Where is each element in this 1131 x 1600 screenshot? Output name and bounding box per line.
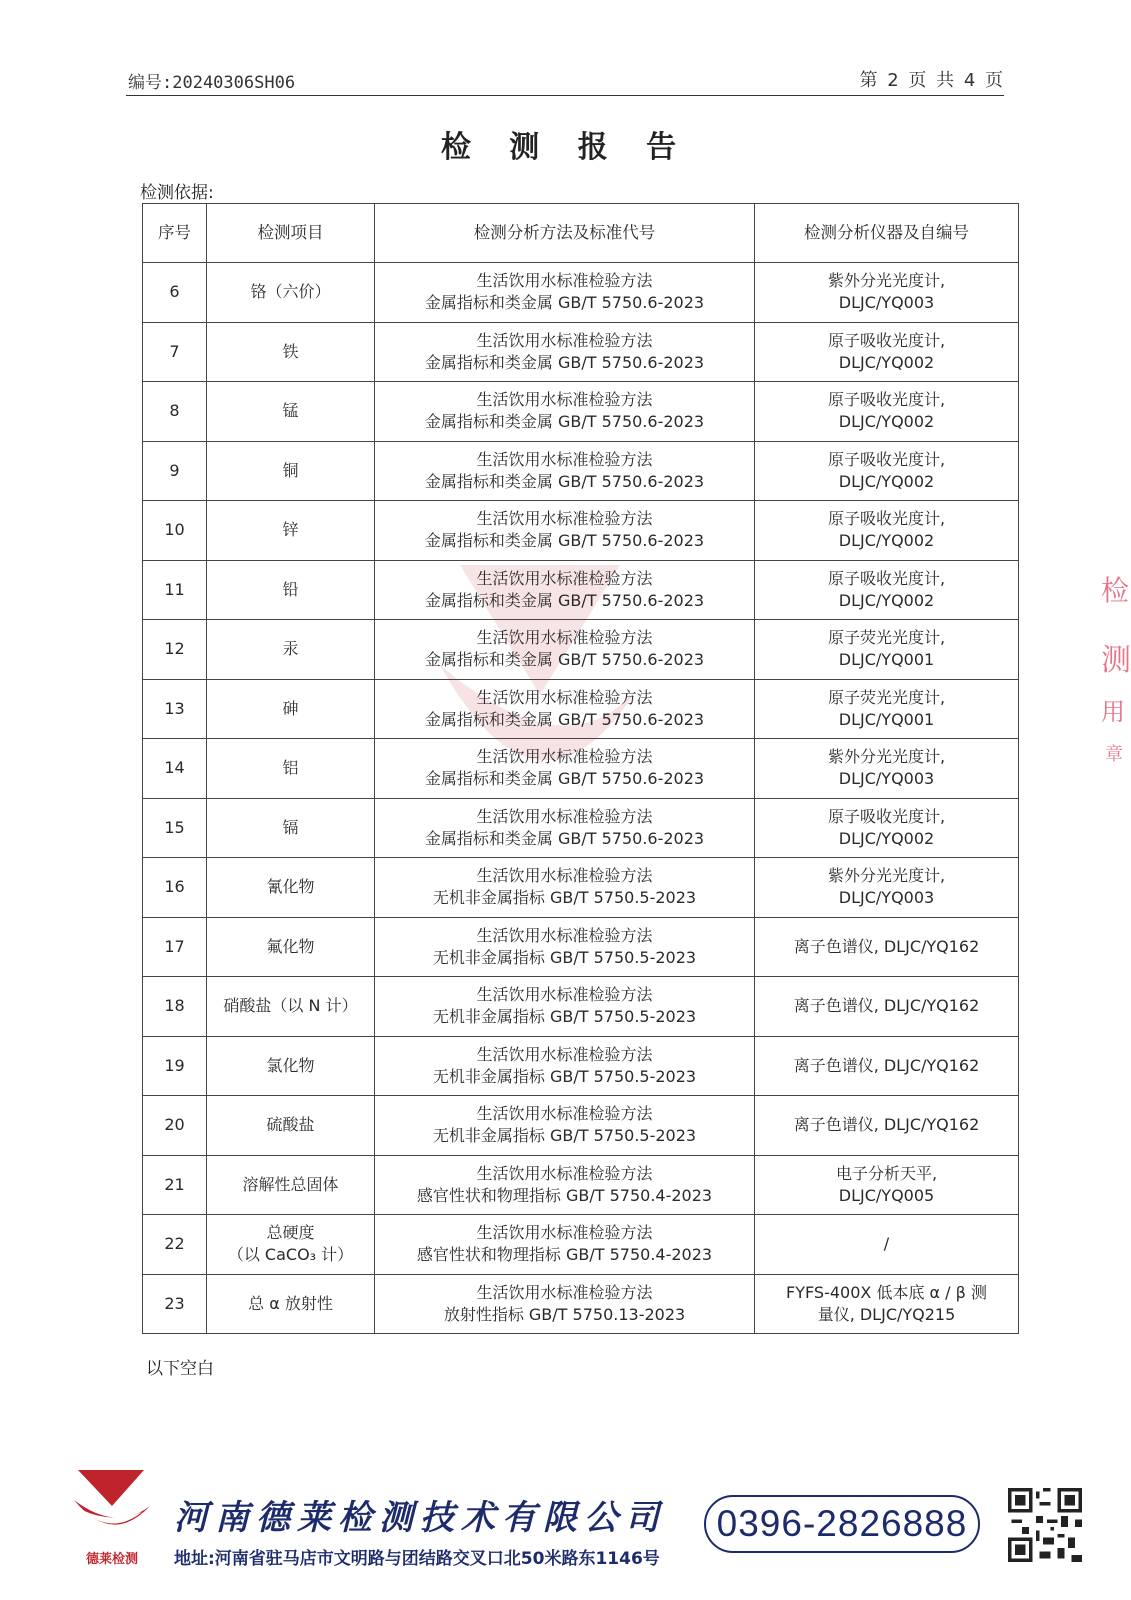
- item-name: 氯化物: [266, 1055, 315, 1075]
- cell-no: [143, 620, 207, 680]
- seal-fragment-icon: [1097, 560, 1131, 770]
- cell-instrument: [755, 679, 1019, 739]
- cell-method: [375, 501, 755, 561]
- cell-method: [375, 1036, 755, 1096]
- table-row: [143, 739, 1019, 799]
- company-logo-icon: [72, 1466, 152, 1540]
- method-title: 生活饮用水标准检验方法: [476, 449, 653, 469]
- cell-no: [143, 977, 207, 1037]
- row-number: 22: [164, 1234, 185, 1254]
- instrument-id: DLJC/YQ002: [838, 352, 935, 372]
- method-standard: 金属指标和类金属 GB/T 5750.6-2023: [424, 769, 705, 789]
- table-row: [143, 1036, 1019, 1096]
- cell-no: [143, 1155, 207, 1215]
- method-standard: 无机非金属指标 GB/T 5750.5-2023: [432, 888, 697, 908]
- method-title: 生活饮用水标准检验方法: [476, 806, 653, 826]
- instrument-name: 紫外分光光度计,: [827, 271, 946, 291]
- cell-item: [207, 501, 375, 561]
- row-number: 21: [164, 1174, 185, 1194]
- cell-method: [375, 1274, 755, 1334]
- cell-no: [143, 679, 207, 739]
- table-row: [143, 441, 1019, 501]
- table-row: [143, 501, 1019, 561]
- instrument-name: 离子色谱仪, DLJC/YQ162: [793, 1055, 980, 1075]
- table-row: [143, 917, 1019, 977]
- cell-instrument: [755, 977, 1019, 1037]
- row-number: 18: [164, 996, 185, 1016]
- instrument-id: DLJC/YQ002: [838, 412, 935, 432]
- cell-instrument: [755, 322, 1019, 382]
- company-phone: 0396-2826888: [704, 1495, 980, 1553]
- table-row: [143, 1274, 1019, 1334]
- row-number: 11: [164, 579, 185, 599]
- instrument-name: 原子吸收光度计,: [827, 390, 946, 410]
- item-name: 硫酸盐: [266, 1115, 315, 1135]
- instrument-name: 原子吸收光度计,: [827, 806, 946, 826]
- method-title: 生活饮用水标准检验方法: [476, 271, 653, 291]
- cell-method: [375, 739, 755, 799]
- cell-instrument: [755, 917, 1019, 977]
- method-standard: 金属指标和类金属 GB/T 5750.6-2023: [424, 531, 705, 551]
- cell-instrument: [755, 620, 1019, 680]
- cell-instrument: [755, 858, 1019, 918]
- cell-item: [207, 1036, 375, 1096]
- cell-method: [375, 977, 755, 1037]
- method-standard: 放射性指标 GB/T 5750.13-2023: [443, 1304, 686, 1324]
- method-title: 生活饮用水标准检验方法: [476, 330, 653, 350]
- method-title: 生活饮用水标准检验方法: [476, 1282, 653, 1302]
- item-name: 铅: [282, 579, 299, 599]
- row-number: 19: [164, 1055, 185, 1075]
- cell-instrument: [755, 441, 1019, 501]
- instrument-name: 原子吸收光度计,: [827, 449, 946, 469]
- method-title: 生活饮用水标准检验方法: [476, 866, 653, 886]
- basis-label: 检测依据:: [140, 183, 214, 203]
- cell-instrument: [755, 560, 1019, 620]
- instrument-id: DLJC/YQ005: [838, 1185, 935, 1205]
- instrument-id: DLJC/YQ003: [838, 888, 935, 908]
- instrument-name: 原子吸收光度计,: [827, 330, 946, 350]
- cell-instrument: [755, 1274, 1019, 1334]
- item-name: 锌: [282, 520, 299, 540]
- cell-method: [375, 1215, 755, 1275]
- company-name: 河南德莱检测技术有限公司: [174, 1498, 666, 1538]
- cell-instrument: [755, 1215, 1019, 1275]
- item-name: 锰: [282, 401, 299, 421]
- cell-no: [143, 322, 207, 382]
- row-number: 8: [169, 401, 180, 421]
- report-title: 检 测 报 告: [440, 130, 691, 165]
- instrument-name: 原子吸收光度计,: [827, 509, 946, 529]
- cell-item: [207, 620, 375, 680]
- table-row: [143, 263, 1019, 323]
- header-method: 检测分析方法及标准代号: [375, 204, 755, 263]
- method-standard: 金属指标和类金属 GB/T 5750.6-2023: [424, 709, 705, 729]
- cell-item: [207, 977, 375, 1037]
- cell-method: [375, 1096, 755, 1156]
- instrument-id: DLJC/YQ001: [838, 650, 935, 670]
- instrument-name: 紫外分光光度计,: [827, 747, 946, 767]
- row-number: 23: [164, 1293, 185, 1313]
- cell-item: [207, 1274, 375, 1334]
- blank-below-note: 以下空白: [146, 1359, 214, 1379]
- row-number: 15: [164, 817, 185, 837]
- item-name: 砷: [282, 698, 299, 718]
- table-row: [143, 858, 1019, 918]
- method-standard: 无机非金属指标 GB/T 5750.5-2023: [432, 1066, 697, 1086]
- table-row: [143, 620, 1019, 680]
- row-number: 12: [164, 639, 185, 659]
- method-title: 生活饮用水标准检验方法: [476, 509, 653, 529]
- table-row: [143, 679, 1019, 739]
- table-row: [143, 977, 1019, 1037]
- svg-text:章: 章: [1105, 744, 1123, 765]
- instrument-name: 原子荧光光度计,: [827, 687, 946, 707]
- method-title: 生活饮用水标准检验方法: [476, 1104, 653, 1124]
- cell-no: [143, 382, 207, 442]
- cell-method: [375, 322, 755, 382]
- item-name: 氟化物: [266, 936, 315, 956]
- cell-method: [375, 382, 755, 442]
- cell-no: [143, 739, 207, 799]
- company-address: 地址:河南省驻马店市文明路与团结路交叉口北50米路东1146号: [174, 1549, 660, 1569]
- cell-item: [207, 560, 375, 620]
- cell-method: [375, 620, 755, 680]
- row-number: 20: [164, 1115, 185, 1135]
- cell-no: [143, 798, 207, 858]
- method-standard: 金属指标和类金属 GB/T 5750.6-2023: [424, 590, 705, 610]
- instrument-name: 离子色谱仪, DLJC/YQ162: [793, 996, 980, 1016]
- cell-item: [207, 382, 375, 442]
- item-name: 铬（六价）: [250, 282, 331, 302]
- cell-no: [143, 263, 207, 323]
- cell-item: [207, 1096, 375, 1156]
- instrument-id: DLJC/YQ002: [838, 471, 935, 491]
- test-basis-table: [142, 203, 1019, 1334]
- cell-no: [143, 441, 207, 501]
- method-standard: 无机非金属指标 GB/T 5750.5-2023: [432, 1126, 697, 1146]
- instrument-id: DLJC/YQ001: [838, 709, 935, 729]
- instrument-name: FYFS-400X 低本底 α / β 测: [786, 1282, 987, 1302]
- instrument-name: 离子色谱仪, DLJC/YQ162: [793, 936, 980, 956]
- method-title: 生活饮用水标准检验方法: [476, 568, 653, 588]
- cell-item: [207, 1215, 375, 1275]
- cell-instrument: [755, 798, 1019, 858]
- header-no: 序号: [143, 204, 207, 263]
- svg-text:测: 测: [1101, 643, 1131, 678]
- method-title: 生活饮用水标准检验方法: [476, 1223, 653, 1243]
- cell-instrument: [755, 1036, 1019, 1096]
- cell-method: [375, 858, 755, 918]
- row-number: 7: [169, 341, 180, 361]
- item-name: 镉: [282, 817, 299, 837]
- header-rule: [126, 95, 1004, 96]
- instrument-name: 紫外分光光度计,: [827, 866, 946, 886]
- item-name: 溶解性总固体: [242, 1174, 339, 1194]
- cell-instrument: [755, 1096, 1019, 1156]
- instrument-name: 离子色谱仪, DLJC/YQ162: [793, 1115, 980, 1135]
- instrument-id: DLJC/YQ002: [838, 590, 935, 610]
- item-name: 总硬度: [266, 1223, 315, 1243]
- cell-item: [207, 739, 375, 799]
- cell-method: [375, 917, 755, 977]
- cell-item: [207, 263, 375, 323]
- row-number: 6: [169, 282, 180, 302]
- method-standard: 金属指标和类金属 GB/T 5750.6-2023: [424, 412, 705, 432]
- method-title: 生活饮用水标准检验方法: [476, 390, 653, 410]
- instrument-id: DLJC/YQ002: [838, 828, 935, 848]
- cell-no: [143, 1036, 207, 1096]
- item-name: 铁: [282, 341, 299, 361]
- cell-instrument: [755, 382, 1019, 442]
- method-title: 生活饮用水标准检验方法: [476, 985, 653, 1005]
- svg-text:检: 检: [1101, 574, 1130, 607]
- item-name: 氰化物: [266, 877, 315, 897]
- method-standard: 无机非金属指标 GB/T 5750.5-2023: [432, 947, 697, 967]
- instrument-name: 原子荧光光度计,: [827, 628, 946, 648]
- instrument-name: /: [883, 1234, 890, 1254]
- report-number: 编号:20240306SH06: [128, 73, 296, 93]
- cell-item: [207, 917, 375, 977]
- row-number: 9: [169, 460, 180, 480]
- table-row: [143, 798, 1019, 858]
- instrument-id: DLJC/YQ002: [838, 531, 935, 551]
- qr-code-icon: [1008, 1488, 1082, 1562]
- method-standard: 无机非金属指标 GB/T 5750.5-2023: [432, 1007, 697, 1027]
- page-indicator: 第 2 页 共 4 页: [859, 70, 1005, 91]
- method-title: 生活饮用水标准检验方法: [476, 628, 653, 648]
- item-name-note: （以 CaCO₃ 计）: [227, 1245, 354, 1265]
- method-title: 生活饮用水标准检验方法: [476, 1044, 653, 1064]
- method-title: 生活饮用水标准检验方法: [476, 747, 653, 767]
- table-header-row: [143, 204, 1019, 263]
- method-standard: 金属指标和类金属 GB/T 5750.6-2023: [424, 293, 705, 313]
- table-row: [143, 1096, 1019, 1156]
- item-name: 铝: [282, 758, 299, 778]
- cell-method: [375, 679, 755, 739]
- cell-method: [375, 798, 755, 858]
- table-row: [143, 1215, 1019, 1275]
- cell-method: [375, 1155, 755, 1215]
- method-title: 生活饮用水标准检验方法: [476, 1163, 653, 1183]
- instrument-name: 原子吸收光度计,: [827, 568, 946, 588]
- cell-no: [143, 1215, 207, 1275]
- cell-instrument: [755, 501, 1019, 561]
- table-row: [143, 560, 1019, 620]
- method-standard: 金属指标和类金属 GB/T 5750.6-2023: [424, 828, 705, 848]
- row-number: 16: [164, 877, 185, 897]
- method-standard: 感官性状和物理指标 GB/T 5750.4-2023: [416, 1245, 713, 1265]
- cell-no: [143, 858, 207, 918]
- cell-item: [207, 441, 375, 501]
- cell-item: [207, 1155, 375, 1215]
- method-title: 生活饮用水标准检验方法: [476, 925, 653, 945]
- table-row: [143, 382, 1019, 442]
- cell-no: [143, 917, 207, 977]
- item-name: 铜: [282, 460, 299, 480]
- cell-instrument: [755, 263, 1019, 323]
- cell-no: [143, 501, 207, 561]
- table-row: [143, 322, 1019, 382]
- header-item: 检测项目: [207, 204, 375, 263]
- cell-instrument: [755, 1155, 1019, 1215]
- header-instrument: 检测分析仪器及自编号: [755, 204, 1019, 263]
- table-row: [143, 1155, 1019, 1215]
- method-standard: 金属指标和类金属 GB/T 5750.6-2023: [424, 650, 705, 670]
- cell-method: [375, 441, 755, 501]
- instrument-id: DLJC/YQ003: [838, 293, 935, 313]
- instrument-id: DLJC/YQ003: [838, 769, 935, 789]
- row-number: 10: [164, 520, 185, 540]
- cell-no: [143, 560, 207, 620]
- item-name: 总 α 放射性: [248, 1293, 333, 1313]
- cell-item: [207, 858, 375, 918]
- item-name: 汞: [282, 639, 299, 659]
- logo-caption: 德莱检测: [85, 1552, 138, 1567]
- cell-method: [375, 263, 755, 323]
- row-number: 17: [164, 936, 185, 956]
- cell-item: [207, 798, 375, 858]
- cell-no: [143, 1274, 207, 1334]
- instrument-name: 电子分析天平,: [835, 1163, 938, 1183]
- method-standard: 金属指标和类金属 GB/T 5750.6-2023: [424, 352, 705, 372]
- item-name: 硝酸盐（以 N 计）: [223, 996, 358, 1016]
- cell-no: [143, 1096, 207, 1156]
- method-title: 生活饮用水标准检验方法: [476, 687, 653, 707]
- cell-method: [375, 560, 755, 620]
- row-number: 14: [164, 758, 185, 778]
- instrument-id: 量仪, DLJC/YQ215: [817, 1304, 956, 1324]
- svg-text:用: 用: [1101, 698, 1125, 726]
- method-standard: 感官性状和物理指标 GB/T 5750.4-2023: [416, 1185, 713, 1205]
- row-number: 13: [164, 698, 185, 718]
- cell-item: [207, 679, 375, 739]
- method-standard: 金属指标和类金属 GB/T 5750.6-2023: [424, 471, 705, 491]
- cell-instrument: [755, 739, 1019, 799]
- cell-item: [207, 322, 375, 382]
